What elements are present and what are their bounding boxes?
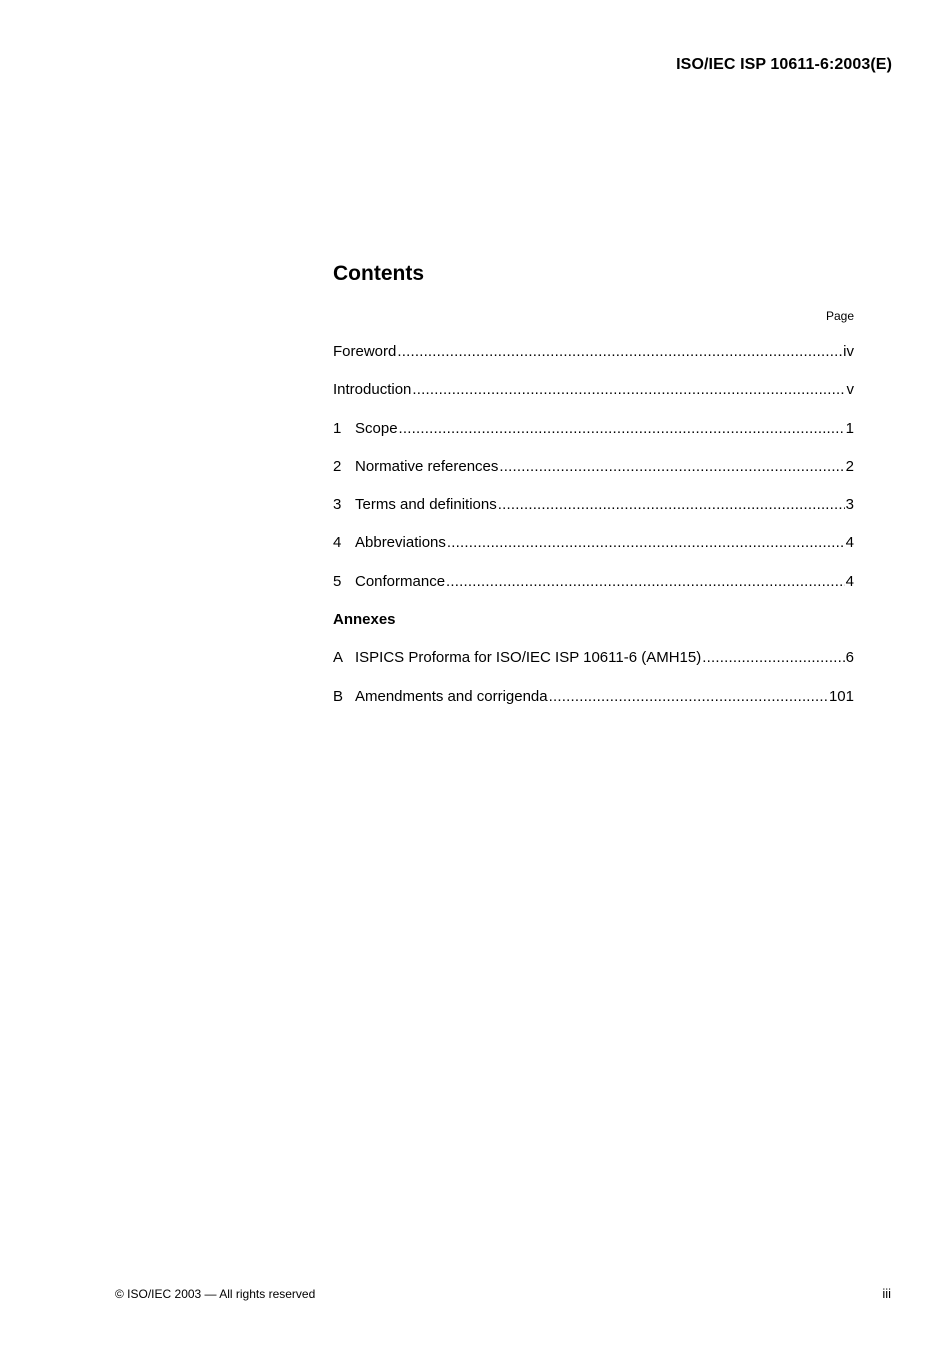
dot-leader: [399, 419, 845, 439]
toc-entry-number: 3: [333, 496, 342, 514]
document-identifier: ISO/IEC ISP 10611-6:2003(E): [676, 56, 892, 73]
toc-entry-text: Foreword: [333, 343, 397, 360]
toc-entry-text: Amendments and corrigenda: [355, 687, 548, 705]
toc-entry-page: 1: [845, 419, 854, 437]
toc-entry-page: 101: [828, 687, 854, 705]
toc-entry-page: v: [846, 381, 854, 399]
toc-entry-text: Introduction: [333, 381, 412, 399]
toc-entry-text: ISPICS Proforma for ISO/IEC ISP 10611-6 (AMH15): [355, 649, 702, 667]
page-column-label: Page: [825, 309, 854, 323]
dot-leader: [412, 380, 845, 400]
toc-entry-page: 3: [845, 496, 854, 514]
toc-entry-page: 4: [845, 534, 854, 552]
copyright-notice: © ISO/IEC 2003 — All rights reserved: [115, 1287, 316, 1301]
toc-entry-foreword[interactable]: [333, 342, 854, 362]
toc-entry-scope[interactable]: [333, 419, 854, 439]
toc-entry-text: Conformance: [355, 572, 446, 590]
toc-entry-abbreviations[interactable]: [333, 533, 854, 553]
toc-entry-number: A: [333, 649, 344, 667]
toc-entry-text: Terms and definitions: [355, 496, 497, 514]
page-number: iii: [882, 1286, 891, 1301]
dot-leader: [549, 687, 828, 707]
dot-leader: [447, 533, 845, 553]
dot-leader: [499, 457, 844, 477]
dot-leader: [498, 495, 845, 515]
toc-entry-text: Scope: [355, 419, 398, 437]
dot-leader: [446, 572, 845, 592]
toc-entry-text: Abbreviations: [355, 534, 446, 552]
toc-entry-number: 5: [333, 572, 342, 590]
dot-leader: [702, 648, 844, 668]
annexes-heading: Annexes: [333, 611, 396, 629]
toc-entry-number: 2: [333, 457, 342, 475]
table-of-contents: [333, 259, 854, 725]
toc-entry-annex-b[interactable]: [333, 687, 854, 707]
toc-entry-page: 4: [845, 572, 854, 590]
toc-entry-page: 6: [845, 649, 854, 667]
dot-leader: [397, 342, 842, 362]
toc-entry-normative-references[interactable]: [333, 457, 854, 477]
toc-list: [333, 342, 854, 707]
toc-entry-page: iv: [843, 343, 854, 360]
contents-title: Contents: [333, 262, 424, 285]
toc-entry-text: Normative references: [355, 457, 499, 475]
toc-entry-number: 4: [333, 534, 342, 552]
toc-entry-conformance[interactable]: [333, 572, 854, 592]
toc-entry-annex-a[interactable]: [333, 648, 854, 668]
toc-entry-number: 1: [333, 419, 342, 437]
toc-entry-number: B: [333, 687, 344, 705]
toc-entry-page: 2: [845, 457, 854, 475]
toc-entry-terms-and-definitions[interactable]: [333, 495, 854, 515]
toc-entry-introduction[interactable]: [333, 380, 854, 400]
